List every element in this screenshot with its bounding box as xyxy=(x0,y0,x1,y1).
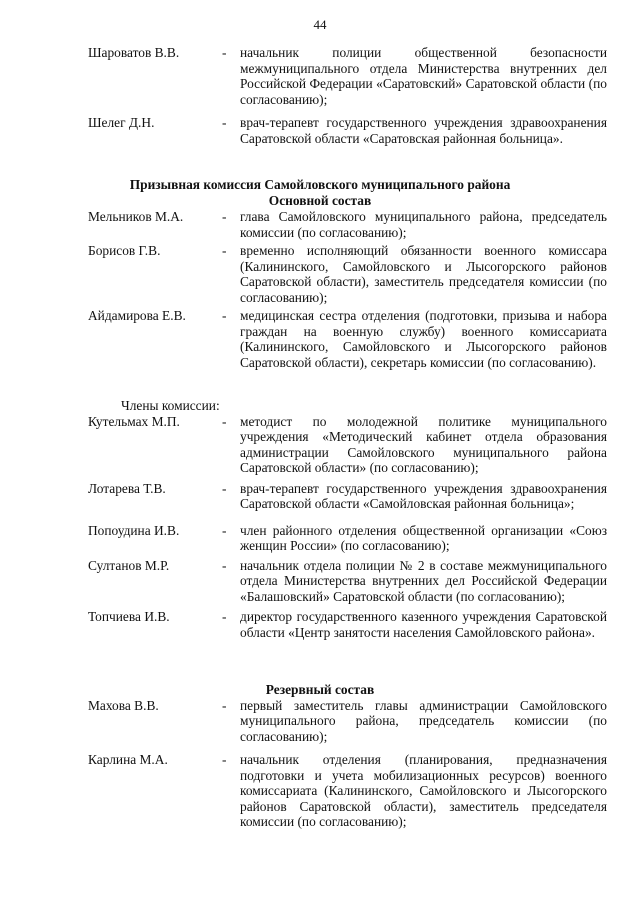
dash-separator: - xyxy=(222,308,227,323)
dash-separator: - xyxy=(222,209,227,224)
dash-separator: - xyxy=(222,115,227,130)
person-name: Махова В.В. xyxy=(88,697,159,713)
list-item xyxy=(0,45,640,107)
list-item xyxy=(0,414,640,476)
position-description: первый заместитель главы администрации Самойловского муниципального района, председатель комиссии (по согласованию); xyxy=(240,697,607,744)
reserve-composition-heading: Резервный состав xyxy=(265,682,375,697)
person-name: Попоудина И.В. xyxy=(88,522,180,538)
position-description: глава Самойловского муниципального района, председатель комиссии (по согласованию); xyxy=(240,209,607,240)
position-description: временно исполняющий обязанности военного комиссара (Калининского, Самойловского и Лысогорского районов Саратовской области), заместитель председателя комиссии (по согласованию); xyxy=(240,243,607,305)
person-name: Лотарева Т.В. xyxy=(88,480,166,496)
list-item xyxy=(0,115,640,146)
list-item xyxy=(0,209,640,240)
person-name: Мельников М.А. xyxy=(88,209,184,224)
commission-members-section xyxy=(0,398,640,640)
list-item xyxy=(0,698,640,745)
position-description: директор государственного казенного учреждения Саратовской области «Центр занятости населения Самойловского района». xyxy=(240,609,607,640)
dash-separator: - xyxy=(222,480,227,496)
position-description: врач-терапевт государственного учреждения здравоохранения Саратовской области «Саратовская районная больница». xyxy=(240,115,607,146)
position-description: начальник отдела полиции № 2 в составе межмуниципального отдела Министерства внутренних дел Российской Федерации «Балашовский» Саратовской области (по согласованию); xyxy=(240,557,607,604)
top-entries xyxy=(0,45,640,146)
list-item xyxy=(0,481,640,512)
position-description: врач-терапевт государственного учреждения здравоохранения Саратовской области «Самойловская районная больница»; xyxy=(240,480,607,511)
list-item xyxy=(0,243,640,305)
person-name: Кутельмах М.П. xyxy=(88,413,180,429)
list-item xyxy=(0,609,640,640)
position-description: начальник отделения (планирования, предназначения подготовки и учета мобилизационных ресурсов) военного комиссариата (Калининского, Самойловского и Лысогорского районов Саратовской области), заместитель председателя комиссии (по согласованию); xyxy=(240,752,607,829)
page-number: 44 xyxy=(313,17,327,32)
list-item xyxy=(0,752,640,830)
list-item xyxy=(0,523,640,554)
position-description: методист по молодежной политике муниципального учреждения «Методический кабинет отдела образования администрации Самойловского муниципального района Саратовской области» (по согласованию); xyxy=(240,413,607,475)
dash-separator: - xyxy=(222,413,227,429)
person-name: Карлина М.А. xyxy=(88,752,168,767)
position-description: медицинская сестра отделения (подготовки, призыва и набора граждан на военную службу) военного комиссариата (Калининского, Самойловского и Лысогорского районов Саратовской области), секретарь комиссии (по согласованию). xyxy=(240,308,607,370)
position-description: член районного отделения общественной организации «Союз женщин России» (по согласованию); xyxy=(240,522,607,553)
dash-separator: - xyxy=(222,45,227,60)
list-item xyxy=(0,558,640,605)
dash-separator: - xyxy=(222,697,227,713)
person-name: Топчиева И.В. xyxy=(88,609,170,624)
dash-separator: - xyxy=(222,557,227,573)
list-item xyxy=(0,308,640,370)
dash-separator: - xyxy=(222,609,227,624)
commission-main-section xyxy=(0,177,640,370)
dash-separator: - xyxy=(222,522,227,538)
person-name: Айдамирова Е.В. xyxy=(88,308,186,323)
members-label: Члены комиссии: xyxy=(121,398,220,413)
person-name: Борисов Г.В. xyxy=(88,243,161,258)
commission-title: Призывная комиссия Самойловского муниципального района xyxy=(129,177,511,192)
dash-separator: - xyxy=(222,752,227,767)
main-composition-heading: Основной состав xyxy=(268,192,372,208)
person-name: Шароватов В.В. xyxy=(88,45,180,60)
dash-separator: - xyxy=(222,243,227,258)
reserve-section xyxy=(0,682,640,830)
person-name: Шелег Д.Н. xyxy=(88,115,155,130)
position-description: начальник полиции общественной безопасности межмуниципального отдела Министерства внутренних дел Российской Федерации «Саратовский» Саратовской области (по согласованию); xyxy=(240,45,607,107)
person-name: Султанов М.Р. xyxy=(88,557,170,573)
